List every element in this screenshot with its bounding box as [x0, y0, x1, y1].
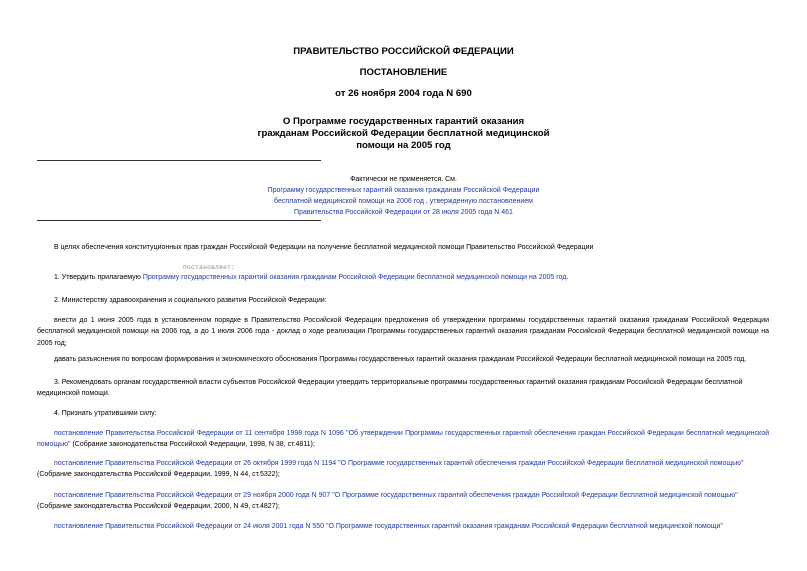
- government-heading: ПРАВИТЕЛЬСТВО РОССИЙСКОЙ ФЕДЕРАЦИИ: [293, 46, 514, 57]
- date-number-heading: от 26 ноября 2004 года N 690: [335, 88, 472, 99]
- repealed-source-3: (Собрание законодательства Российской Федерации, 2000, N 49, ст.4827);: [37, 503, 280, 511]
- note-link-line-3[interactable]: Правительства Российской Федерации от 28 июля 2005 года N 461: [294, 209, 513, 216]
- repealed-source-2: (Собрание законодательства Российской Федерации, 1999, N 44, ст.5322);: [37, 471, 280, 479]
- repealed-link-4[interactable]: постановление Правительства Российской Федерации от 24 июля 2001 года N 550 "О Программе государственных гарантий оказания гражданам Российской Федерации бесплатной медицинской помощи": [54, 523, 723, 530]
- item-4: 4. Признать утратившими силу:: [54, 410, 157, 417]
- repealed-link-3[interactable]: постановление Правительства Российской Федерации от 29 ноября 2000 года N 907 "О Программе государственных гарантий обеспечения граждан Российской Федерации бесплатной медицинской помощью": [54, 492, 738, 499]
- bottom-divider: [37, 220, 321, 221]
- repealed-item-3: [37, 490, 769, 513]
- note-link-line-2[interactable]: бесплатной медицинской помощи на 2006 год , утвержденную постановлением: [274, 198, 533, 205]
- repealed-item-4: [37, 521, 769, 532]
- preamble: В целях обеспечения конституционных прав граждан Российской Федерации на получение бесплатной медицинской помощи Правительство Российской Федерации: [54, 244, 594, 251]
- repealed-item-2: [37, 458, 769, 481]
- note-text: Фактически не применяется. См.: [350, 176, 457, 183]
- top-divider: [37, 160, 321, 161]
- repealed-link-2[interactable]: постановление Правительства Российской Федерации от 26 октября 1999 года N 1194 "О Программе государственных гарантий обеспечения граждан Российской Федерации бесплатной медицинской помощью": [54, 460, 744, 467]
- repealed-item-1: [37, 428, 769, 451]
- document-title: [0, 116, 807, 152]
- item-2-b: давать разъяснения по вопросам формирования и экономического обоснования Программы государственных гарантий оказания гражданам Российской Федерации бесплатной медицинской помощи на 2005 год.: [54, 356, 747, 363]
- item-1: [54, 272, 568, 283]
- document-type-heading: ПОСТАНОВЛЕНИЕ: [359, 67, 448, 78]
- item-1-prefix: 1. Утвердить прилагаемую: [54, 274, 143, 281]
- resolves-stamp: постановляет:: [183, 264, 236, 271]
- repealed-link-1[interactable]: постановление Правительства Российской Федерации от 11 сентября 1998 года N 1096 "Об утверждении Программы государственных гарантий обеспечения граждан Российской Федерации бесплатной медицинской помощью": [37, 430, 769, 449]
- note-link-line-1[interactable]: Программу государственных гарантий оказания гражданам Российской Федерации: [267, 187, 540, 194]
- item-1-suffix: .: [566, 274, 569, 281]
- repealed-source-1: (Собрание законодательства Российской Федерации, 1998, N 38, ст.4811);: [70, 441, 315, 449]
- item-2-a: внести до 1 июня 2005 года в установленном порядке в Правительство Российской Федерации предложения об утверждении программы государственных гарантий оказания гражданам Российской Федерации бесплатной медицинской помощи на 2006 год, а до 1 июля 2006 года - доклад о ходе реализации Программы государственных гарантий оказания гражданам Российской Федерации бесплатной медицинской помощи на 2005 год;: [37, 317, 769, 347]
- item-3: 3. Рекомендовать органам государственной власти субъектов Российской Федерации утвердить территориальные программы государственных гарантий оказания гражданам Российской Федерации бесплатной медицинской помощи.: [37, 379, 743, 398]
- title-line-2: гражданам Российской Федерации бесплатной медицинской: [257, 128, 550, 139]
- title-line-1: О Программе государственных гарантий оказания: [282, 116, 525, 127]
- program-link[interactable]: Программу государственных гарантий оказания гражданам Российской Федерации бесплатной медицинской помощи на 2005 год: [142, 274, 567, 281]
- title-line-3: помощи на 2005 год: [356, 140, 451, 151]
- editorial-note: [0, 174, 807, 218]
- item-2: 2. Министерству здравоохранения и социального развития Российской Федерации:: [54, 297, 327, 304]
